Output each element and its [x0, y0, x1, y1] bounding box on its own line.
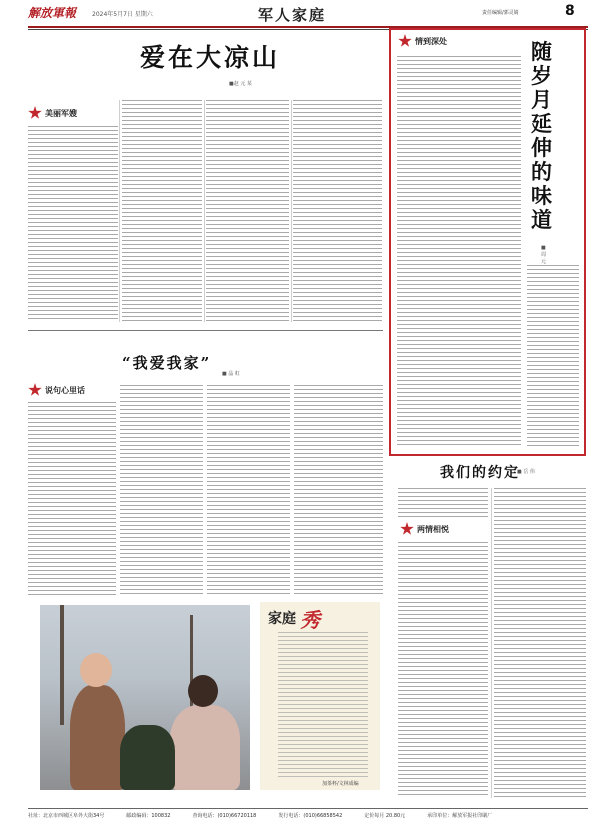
column-separator [291, 100, 292, 322]
article-body-mid-1 [28, 402, 116, 595]
child-figure [70, 685, 125, 790]
poem-text [278, 632, 368, 777]
second-byline: ■ 晶 虹 [222, 371, 240, 377]
footer-address: 社址：北京市西城区阜外大街34号 [28, 812, 105, 819]
framed-article-body-2 [527, 265, 579, 446]
page-number: 8 [565, 3, 575, 19]
column-separator [204, 100, 205, 322]
column-separator [491, 488, 492, 798]
section-divider [28, 330, 383, 331]
framed-article-title: 随岁月延伸的味道 [531, 39, 552, 232]
editor-credit: 责任编辑/郭灵婧 [482, 10, 519, 16]
column-label-text: 美丽军嫂 [45, 108, 77, 118]
column-label-text: 两情相悦 [417, 524, 449, 534]
family-photo [40, 605, 250, 790]
footer-price: 定价每月 20.80元 [364, 812, 406, 819]
article-body-right-1 [398, 542, 488, 797]
footer-distribution: 发行电话：(010)66858542 [278, 812, 343, 819]
poem-box-title: 家庭 [268, 611, 296, 627]
poem-box [260, 602, 380, 790]
column-label-left-mid [28, 383, 85, 397]
article-body-left-1 [28, 126, 118, 321]
footer-printer: 承印单位：解放军报社印刷厂 [427, 812, 493, 819]
star-icon [400, 522, 414, 536]
article-body-left-3 [206, 100, 289, 322]
mother-hair [188, 675, 218, 707]
column-label-text: 情到深处 [415, 36, 447, 46]
main-byline: ■赵 元 某 [229, 81, 252, 87]
column-label-left-top [28, 106, 77, 120]
issue-date: 2024年5月7日 星期六 [92, 11, 153, 18]
article-body-right-2 [494, 488, 586, 797]
poem-box-credit: 加茶杯/文林成编 [322, 781, 359, 787]
column-label-right-bottom [400, 522, 449, 536]
mother-figure [170, 705, 240, 790]
child-face [80, 653, 112, 687]
third-headline: 我们的约定 [440, 465, 520, 481]
second-headline: “我爱我家” [122, 354, 212, 372]
main-headline: 爱在大凉山 [140, 43, 281, 72]
article-body-mid-2 [120, 385, 203, 595]
star-icon [398, 34, 412, 48]
article-body-mid-3 [207, 385, 290, 595]
footer-phone: 查询电话：(010)66720118 [192, 812, 257, 819]
article-body-left-4 [293, 100, 382, 322]
column-separator [119, 100, 120, 322]
star-icon [28, 106, 42, 120]
masthead [0, 0, 600, 30]
soldier-figure [120, 725, 175, 790]
third-byline: ■ 岳 伟 [517, 469, 535, 475]
framed-article-body-1 [397, 56, 521, 446]
article-body-right-0 [398, 488, 488, 518]
page-footer [28, 808, 588, 821]
column-label-text: 说句心里话 [45, 385, 85, 395]
column-label-framed [398, 34, 447, 48]
poem-box-title-accent: 秀 [300, 608, 320, 632]
footer-postcode: 邮政编码：100832 [126, 812, 171, 819]
section-title: 军人家庭 [258, 6, 327, 24]
article-body-mid-4 [294, 385, 383, 595]
framed-article-author: ■ 周 元 [541, 245, 547, 265]
star-icon [28, 383, 42, 397]
tree-trunk [60, 605, 64, 725]
article-body-left-2 [122, 100, 202, 322]
newspaper-logo: 解放軍報 [28, 6, 77, 20]
